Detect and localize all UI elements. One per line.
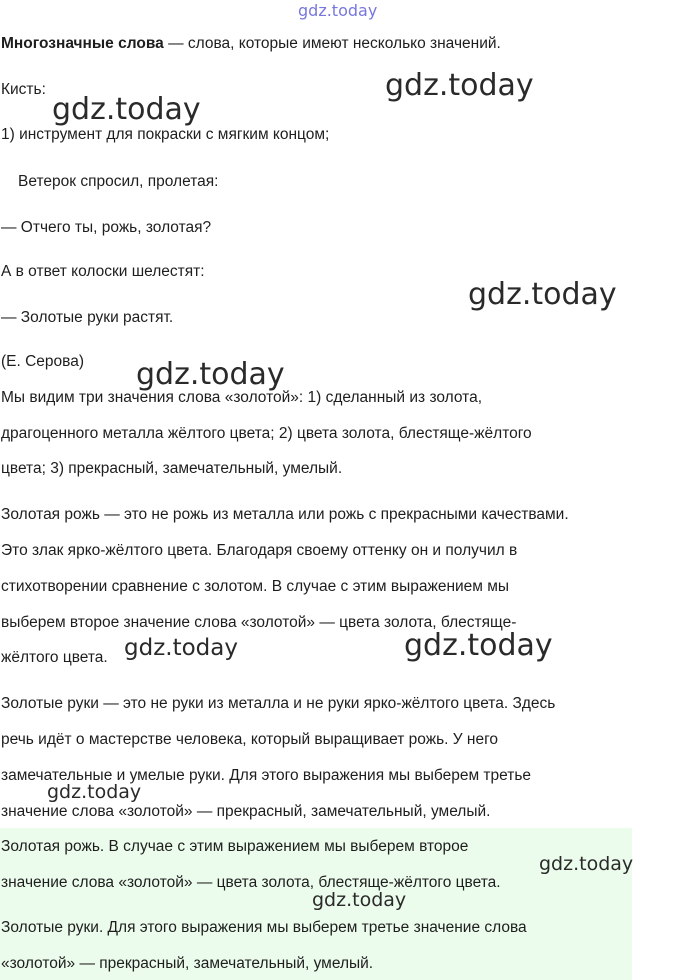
text-line: цвета; 3) прекрасный, замечательный, умелый.: [1, 460, 343, 477]
watermark: gdz.today: [312, 889, 407, 911]
text-line: 1) инструмент для покраски с мягким концом;: [1, 126, 330, 143]
answer-line: «золотой» — прекрасный, замечательный, умелый.: [1, 955, 374, 972]
watermark: gdz.today: [124, 635, 238, 661]
poem-line: — Отчего ты, рожь, золотая?: [1, 219, 212, 236]
watermark: gdz.today: [539, 853, 634, 875]
text-line: Это злак ярко-жёлтого цвета. Благодаря своему оттенку он и получил в: [1, 542, 518, 559]
text-line: драгоценного металла жёлтого цвета; 2) цвета золота, блестяще-жёлтого: [1, 425, 532, 442]
poem-author: (Е. Серова): [1, 353, 85, 370]
watermark: gdz.today: [52, 92, 201, 127]
text-line: значение слова «золотой» — прекрасный, замечательный, умелый.: [1, 803, 491, 820]
answer-line: значение слова «золотой» — цвета золота, блестяще-жёлтого цвета.: [1, 874, 501, 891]
term: Многозначные слова: [1, 35, 164, 52]
answer-line: Золотые руки. Для этого выражения мы выберем третье значение слова: [1, 919, 527, 936]
text-line: Мы видим три значения слова «золотой»: 1) сделанный из золота,: [1, 389, 483, 406]
text-line: Золотая рожь — это не рожь из металла или рожь с прекрасными качествами.: [1, 506, 569, 523]
answer-line: Золотая рожь. В случае с этим выражением мы выберем второе: [1, 838, 469, 855]
text-line: речь идёт о мастерстве человека, который выращивает рожь. У него: [1, 731, 499, 748]
poem-line: Ветерок спросил, пролетая:: [18, 173, 219, 190]
text-line: Золотые руки — это не руки из металла и не руки ярко-жёлтого цвета. Здесь: [1, 695, 556, 712]
text-line: жёлтого цвета.: [1, 649, 108, 666]
watermark: gdz.today: [468, 277, 617, 312]
watermark: gdz.today: [404, 628, 553, 663]
intro-line: [1, 34, 501, 54]
text-line: Кисть:: [1, 81, 46, 98]
text-line: замечательные и умелые руки. Для этого выражения мы выберем третье: [1, 767, 532, 784]
watermark: gdz.today: [136, 357, 285, 392]
text-line: выберем второе значение слова «золотой» — цвета золота, блестяще-: [1, 614, 517, 631]
intro-definition: — слова, которые имеют несколько значений.: [163, 35, 501, 52]
watermark-top: gdz.today: [298, 1, 378, 20]
watermark: gdz.today: [47, 781, 142, 803]
poem-line: — Золотые руки растят.: [1, 309, 174, 326]
watermark: gdz.today: [385, 68, 534, 103]
text-line: стихотворении сравнение с золотом. В случае с этим выражением мы: [1, 578, 510, 595]
poem-line: А в ответ колоски шелестят:: [1, 263, 205, 280]
